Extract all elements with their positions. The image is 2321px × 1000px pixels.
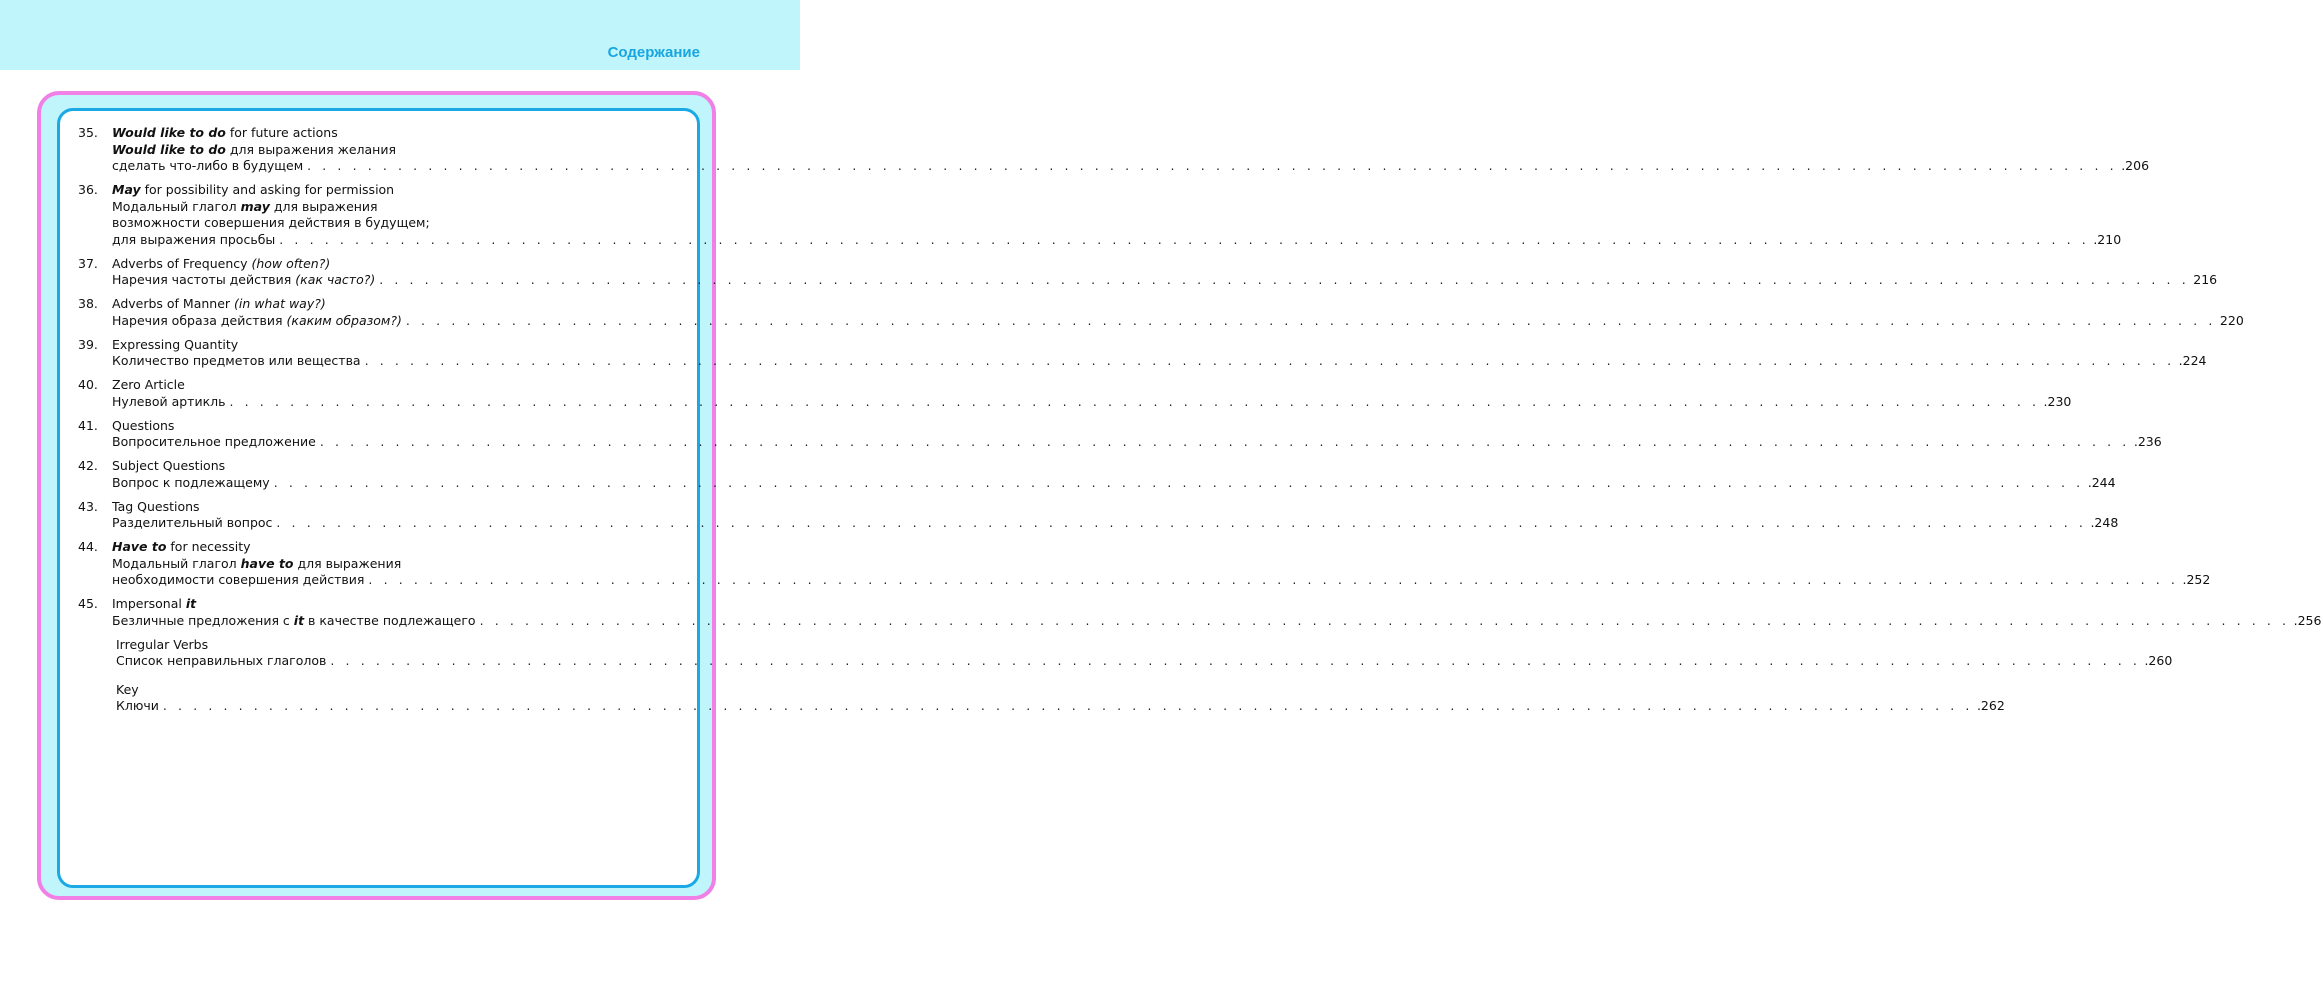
toc-line [78,698,2005,715]
title-segment: Tag Questions [112,498,200,514]
entry-title [112,596,196,613]
toc-line [78,539,680,556]
toc-line [78,312,2244,330]
toc-entry[interactable] [78,296,2244,329]
entry-number: 41. [78,417,98,433]
entry-title [116,698,159,715]
toc-line [78,596,680,613]
entry-number: 35. [78,125,98,140]
entry-title [116,653,326,670]
emphasized-term: (как часто?) [295,272,376,287]
emphasized-term: (in what way?) [234,296,326,311]
entry-title [112,475,270,492]
title-segment: Вопросительное предложение [112,434,316,449]
emphasized-term: Would like to do [112,125,226,140]
title-segment: Key [116,681,139,697]
entry-title [112,394,226,411]
entry-title [112,256,330,273]
title-segment: для выражения желания [225,141,396,157]
page-number: .260 [2144,653,2173,668]
entry-number: 42. [78,458,98,473]
title-segment: Impersonal [112,596,186,611]
title-segment: Безличные предложения с [112,612,294,628]
toc-line [78,418,680,435]
page-number: 216 [2193,272,2218,287]
entry-title [112,499,200,516]
toc-line [78,682,680,699]
title-segment: Expressing Quantity [112,336,239,352]
entry-number: 43. [78,498,98,514]
title-segment: for necessity [166,539,251,554]
title-segment: Subject Questions [112,458,226,473]
toc-line [78,377,680,394]
toc-line [78,612,2321,630]
table-of-contents [78,125,2321,727]
toc-line [78,215,680,232]
toc-line [78,434,2162,451]
page-number: .262 [1976,698,2005,713]
entry-title [112,158,303,175]
toc-entry[interactable] [78,377,2072,410]
emphasized-term: have to [240,555,294,571]
toc-line [78,182,680,199]
toc-line [78,637,680,654]
title-segment: Zero Article [112,377,185,392]
title-segment: Наречия образа действия [112,312,287,328]
toc-line [78,142,680,159]
dot-leader: . . . . . . . . . . . . . . . . . . . . . . . . . . . . . . . . . . . . . . . . . . . . . . . . . . . . . . . . . . . . . . . . . . . . . . . . . . . . . . . . . . . . . . . . . . . . . . . . . . . . . . . . . . . . . . . . . . . . . . . . [479,612,2290,628]
toc-line [78,572,2211,589]
toc-entry[interactable] [78,636,2173,670]
entry-title [112,215,430,232]
page-number: .256 [2293,612,2321,628]
entry-title [116,637,208,654]
page-number: .244 [2087,474,2116,490]
entry-title [112,572,364,589]
entry-title [112,125,338,142]
emphasized-term: Would like to do [112,141,226,157]
entry-number: 40. [78,377,98,392]
title-segment: Модальный глагол [112,198,241,214]
page-number: .230 [2043,393,2072,409]
entry-title [112,142,396,159]
entry-title [112,353,361,370]
dot-leader: . . . . . . . . . . . . . . . . . . . . . . . . . . . . . . . . . . . . . . . . . . . . . . . . . . . . . . . . . . . . . . . . . . . . . . . . . . . . . . . . . . . . . . . . . . . . . . . . . . . . . . . . . . . . . . . . . . . . . . . . [307,158,2118,173]
emphasized-term: (how often?) [251,255,331,271]
toc-line [78,474,2116,492]
title-segment: для выражения [293,555,402,571]
entry-title [112,515,272,532]
title-segment: Наречия частоты действия [112,272,296,287]
page-number: .210 [2093,231,2122,247]
toc-entry[interactable] [78,539,2211,589]
dot-leader: . . . . . . . . . . . . . . . . . . . . . . . . . . . . . . . . . . . . . . . . . . . . . . . . . . . . . . . . . . . . . . . . . . . . . . . . . . . . . . . . . . . . . . . . . . . . . . . . . . . . . . . . . . . . . . . . . . . . . . . . [279,231,2090,247]
entry-title [112,337,238,354]
title-segment: необходимости совершения действия [112,572,365,587]
title-segment: Adverbs of Manner [112,296,235,311]
entry-title [112,556,401,573]
toc-line [78,296,680,313]
toc-entry[interactable] [78,498,2119,532]
toc-entry[interactable] [78,596,2321,629]
toc-entry[interactable] [78,458,2116,491]
toc-line [78,653,2173,670]
entry-title [112,458,225,475]
page-number: .236 [2133,434,2162,449]
emphasized-term: Have to [112,539,167,554]
toc-line [78,125,680,142]
page-number: .252 [2182,572,2211,587]
emphasized-term: May [112,182,141,197]
title-segment: Модальный глагол [112,555,241,571]
toc-line [78,272,2218,289]
title-segment: Ключи [116,698,159,713]
dot-leader: . . . . . . . . . . . . . . . . . . . . . . . . . . . . . . . . . . . . . . . . . . . . . . . . . . . . . . . . . . . . . . . . . . . . . . . . . . . . . . . . . . . . . . . . . . . . . . . . . . . . . . . . . . . . . . . . . . . . . . . . [162,698,1973,713]
toc-entry[interactable] [78,336,2207,370]
toc-entry[interactable] [78,125,2150,175]
dot-leader: . . . . . . . . . . . . . . . . . . . . . . . . . . . . . . . . . . . . . . . . . . . . . . . . . . . . . . . . . . . . . . . . . . . . . . . . . . . . . . . . . . . . . . . . . . . . . . . . . . . . . . . . . . . . . . . . . . . . . . . . [330,653,2141,668]
toc-entry[interactable] [78,255,2218,289]
entry-number: 45. [78,596,98,611]
section-title: Содержание [607,44,700,61]
title-segment: Вопрос к подлежащему [112,474,270,490]
emphasized-term: it [185,596,197,611]
entry-title [112,434,316,451]
title-segment: возможности совершения действия в будущем; [112,215,430,230]
dot-leader: . . . . . . . . . . . . . . . . . . . . . . . . . . . . . . . . . . . . . . . . . . . . . . . . . . . . . . . . . . . . . . . . . . . . . . . . . . . . . . . . . . . . . . . . . . . . . . . . . . . . . . . . . . . . . . . . . . . . . . . . [379,272,2190,287]
dot-leader: . . . . . . . . . . . . . . . . . . . . . . . . . . . . . . . . . . . . . . . . . . . . . . . . . . . . . . . . . . . . . . . . . . . . . . . . . . . . . . . . . . . . . . . . . . . . . . . . . . . . . . . . . . . . . . . . . . . . . . . . [273,474,2084,490]
title-segment: сделать что-либо в будущем [112,158,304,173]
dot-leader: . . . . . . . . . . . . . . . . . . . . . . . . . . . . . . . . . . . . . . . . . . . . . . . . . . . . . . . . . . . . . . . . . . . . . . . . . . . . . . . . . . . . . . . . . . . . . . . . . . . . . . . . . . . . . . . . . . . . . . . . [276,515,2087,530]
entry-title [116,682,139,699]
entry-title [112,539,251,556]
title-segment: for future actions [225,125,338,140]
entry-number: 44. [78,539,98,554]
toc-line [78,199,680,216]
toc-line [78,231,2122,249]
entry-number: 37. [78,255,98,271]
emphasized-term: it [293,612,305,628]
title-segment: для выражения просьбы [112,231,276,247]
toc-entry[interactable] [78,417,2162,451]
toc-line [78,337,680,354]
title-segment: Нулевой артикль [112,393,226,409]
page-number: .206 [2121,158,2150,173]
emphasized-term: (каким образом?) [286,312,402,328]
toc-line [78,256,680,273]
title-segment: Разделительный вопрос [112,515,273,530]
title-segment: Questions [112,417,175,433]
toc-line [78,499,680,516]
entry-title [112,418,174,435]
toc-entry[interactable] [78,182,2122,248]
toc-entry[interactable] [78,681,2005,715]
toc-line [78,158,2150,175]
title-segment: for possibility and asking for permission [140,182,395,197]
toc-line [78,556,680,573]
emphasized-term: may [240,198,270,214]
dot-leader: . . . . . . . . . . . . . . . . . . . . . . . . . . . . . . . . . . . . . . . . . . . . . . . . . . . . . . . . . . . . . . . . . . . . . . . . . . . . . . . . . . . . . . . . . . . . . . . . . . . . . . . . . . . . . . . . . . . . . . . . [405,312,2216,328]
page-number: .248 [2090,515,2119,530]
entry-title [112,313,402,330]
title-segment: Список неправильных глаголов [116,653,327,668]
page-number: 220 [2219,312,2244,328]
entry-title [112,377,185,394]
dot-leader: . . . . . . . . . . . . . . . . . . . . . . . . . . . . . . . . . . . . . . . . . . . . . . . . . . . . . . . . . . . . . . . . . . . . . . . . . . . . . . . . . . . . . . . . . . . . . . . . . . . . . . . . . . . . . . . . . . . . . . . . [319,434,2130,449]
entry-title [112,613,476,630]
entry-title [112,272,375,289]
dot-leader: . . . . . . . . . . . . . . . . . . . . . . . . . . . . . . . . . . . . . . . . . . . . . . . . . . . . . . . . . . . . . . . . . . . . . . . . . . . . . . . . . . . . . . . . . . . . . . . . . . . . . . . . . . . . . . . . . . . . . . . . [364,353,2175,368]
entry-title [112,182,394,199]
dot-leader: . . . . . . . . . . . . . . . . . . . . . . . . . . . . . . . . . . . . . . . . . . . . . . . . . . . . . . . . . . . . . . . . . . . . . . . . . . . . . . . . . . . . . . . . . . . . . . . . . . . . . . . . . . . . . . . . . . . . . . . . [368,572,2179,587]
toc-line [78,515,2119,532]
entry-title [112,199,378,216]
toc-line [78,393,2072,411]
toc-line [78,353,2207,370]
page-number: .224 [2178,353,2207,368]
title-segment: Irregular Verbs [116,636,209,652]
title-segment: в качестве подлежащего [304,612,476,628]
toc-line [78,458,680,475]
entry-number: 39. [78,336,98,352]
title-segment: Adverbs of Frequency [112,255,252,271]
entry-title [112,296,326,313]
title-segment: Количество предметов или вещества [112,353,361,368]
dot-leader: . . . . . . . . . . . . . . . . . . . . . . . . . . . . . . . . . . . . . . . . . . . . . . . . . . . . . . . . . . . . . . . . . . . . . . . . . . . . . . . . . . . . . . . . . . . . . . . . . . . . . . . . . . . . . . . . . . . . . . . . [229,393,2040,409]
title-segment: для выражения [269,198,378,214]
entry-title [112,232,275,249]
entry-number: 36. [78,182,98,197]
entry-number: 38. [78,296,98,311]
